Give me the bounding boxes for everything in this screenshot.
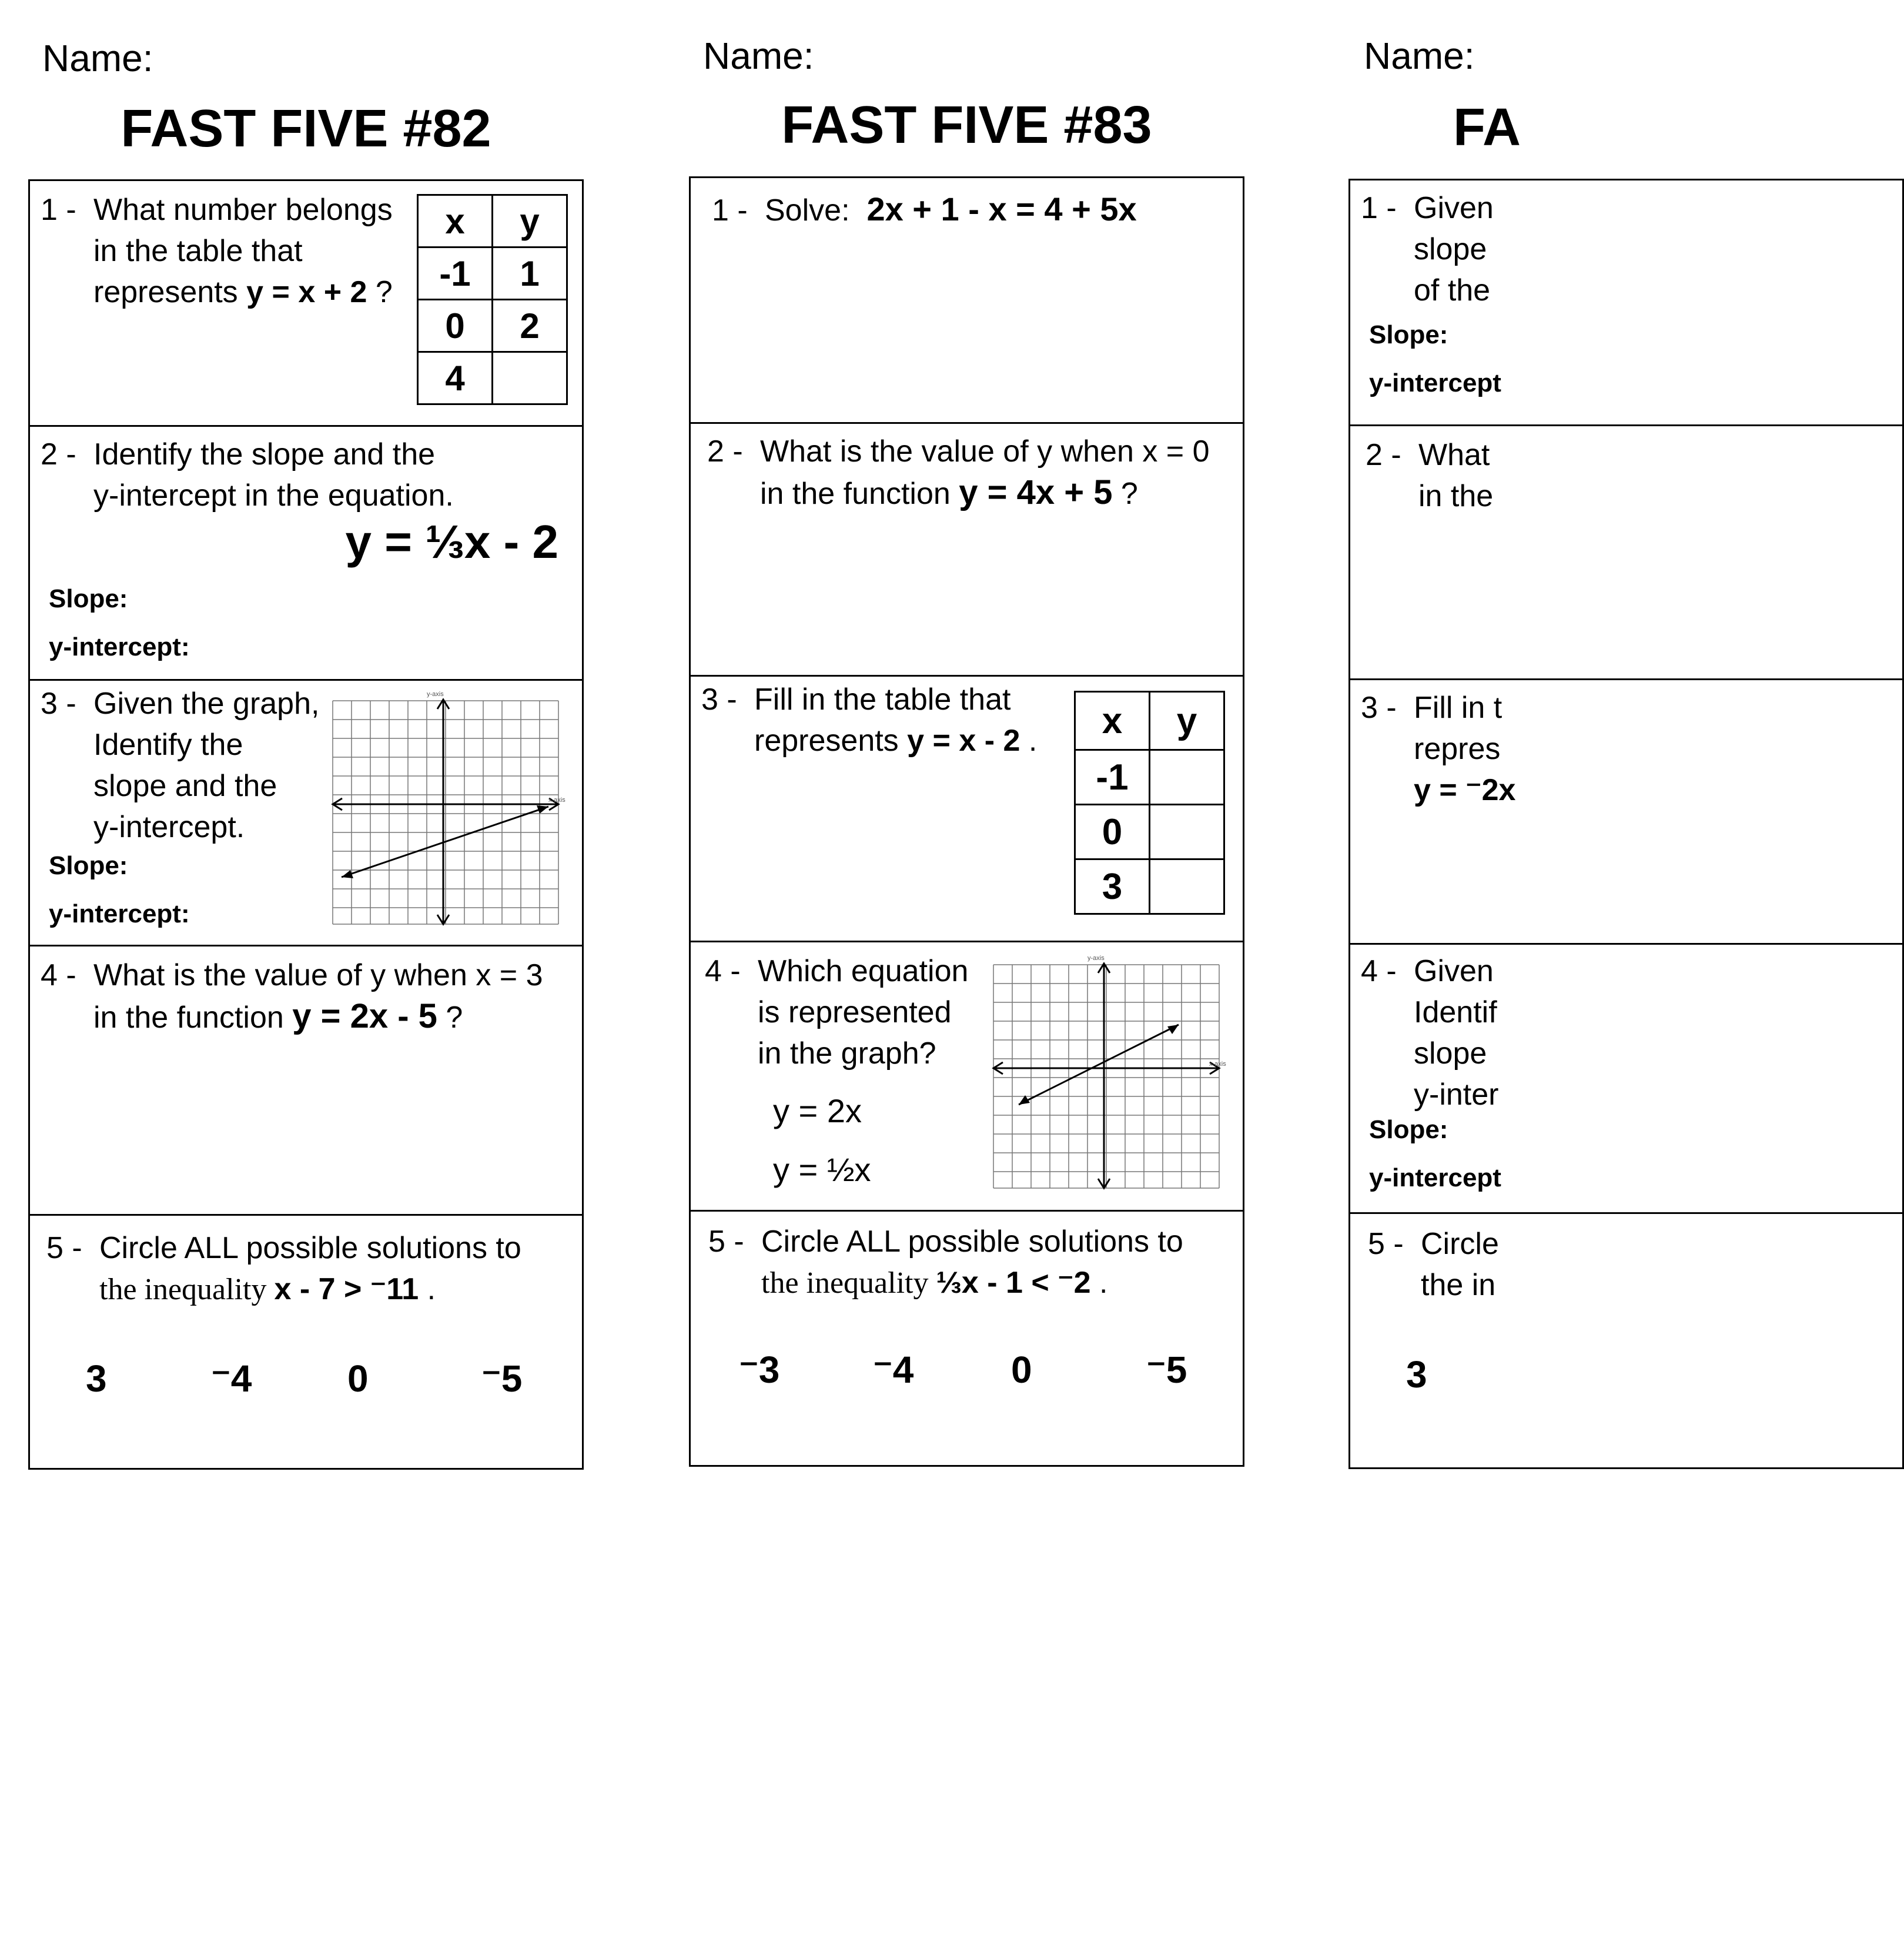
fast-five-84-partial bbox=[1348, 0, 1521, 1481]
slope-label: Slope: bbox=[1369, 320, 1448, 349]
question-4: 4 - What is the value of y when x = 3 in the function y = 2x - 5 ? bbox=[30, 946, 582, 1216]
y-intercept-label: y-intercept bbox=[1369, 1163, 1501, 1192]
equation: y = x + 2 bbox=[246, 275, 367, 309]
y-axis-label: y-axis bbox=[427, 691, 444, 698]
grid-lines bbox=[333, 701, 558, 924]
choice[interactable]: ⁻5 bbox=[481, 1357, 523, 1400]
slope-label: Slope: bbox=[49, 851, 128, 880]
inequality: x - 7 > ⁻11 bbox=[274, 1272, 419, 1306]
coordinate-graph bbox=[991, 953, 1237, 1200]
choice[interactable]: ⁻4 bbox=[211, 1357, 252, 1400]
slope-label: Slope: bbox=[49, 584, 128, 613]
question-5: 5 - Circle the in 3 bbox=[1368, 1227, 1499, 1396]
equation: y = ⅓x - 2 bbox=[345, 516, 558, 568]
choice[interactable]: 0 bbox=[347, 1357, 369, 1400]
coordinate-graph bbox=[330, 689, 577, 936]
question-1: 1 - Solve: 2x + 1 - x = 4 + 5x bbox=[691, 178, 1243, 424]
choice[interactable]: 0 bbox=[1011, 1349, 1032, 1391]
question-card bbox=[28, 179, 584, 1470]
choice[interactable]: 3 bbox=[1406, 1353, 1427, 1396]
question-5: 5 - Circle ALL possible solutions to the inequality x - 7 > ⁻11 . 3 ⁻4 0 ⁻5 bbox=[46, 1231, 523, 1400]
name-label: Name: bbox=[42, 37, 153, 79]
xy-table: x y -1 0 3 bbox=[1074, 691, 1225, 915]
question-2: 2 - What is the value of y when x = 0 in the function y = 4x + 5 ? bbox=[691, 424, 1243, 677]
equation: y = x - 2 bbox=[907, 724, 1020, 758]
y-intercept-label: y-intercept: bbox=[49, 633, 190, 661]
question-4: 4 - Which equation is represented in the graph? y = 2x y = ½x y-axis x-axis bbox=[691, 942, 1243, 1212]
equation: 2x + 1 - x = 4 + 5x bbox=[866, 190, 1137, 228]
worksheet-title: FA bbox=[1453, 98, 1521, 157]
choice[interactable]: 3 bbox=[86, 1357, 107, 1400]
name-label: Name: bbox=[703, 35, 814, 77]
y-intercept-label: y-intercept bbox=[1369, 369, 1501, 397]
question-3: 3 - Given the graph, Identify the slope and the y-intercept. Slope: y-intercept: y-axis x-axis bbox=[30, 681, 582, 946]
xy-table: x y -1 1 0 2 4 bbox=[417, 194, 568, 405]
line-arrowhead bbox=[537, 805, 548, 814]
worksheet-title: FAST FIVE #82 bbox=[121, 99, 491, 158]
option-2[interactable]: y = ½x bbox=[773, 1151, 871, 1188]
question-2: 2 - Identify the slope and the y-intercept in the equation. y = ⅓x - 2 Slope: y-intercept: bbox=[30, 427, 582, 681]
answer-cell[interactable] bbox=[1150, 805, 1224, 859]
slope-label: Slope: bbox=[1369, 1115, 1448, 1144]
question-card bbox=[1348, 179, 1904, 1469]
question-card bbox=[689, 176, 1244, 1467]
question-3: 3 - Fill in t repres y = ⁻2x bbox=[1350, 680, 1902, 945]
equation: y = 2x - 5 bbox=[292, 997, 437, 1035]
question-1: 1 - What number belongs in the table that represents y = x + 2 ? x y -1 1 0 2 4 bbox=[30, 181, 582, 427]
fast-five-83 bbox=[689, 0, 1244, 1481]
answer-cell[interactable] bbox=[1150, 750, 1224, 805]
question-4: 4 - Given Identif slope y-inter Slope: y-intercept bbox=[1350, 945, 1902, 1214]
x-axis-label: x-axis bbox=[548, 797, 565, 804]
worksheet-title: FAST FIVE #83 bbox=[781, 96, 1152, 155]
choice[interactable]: ⁻4 bbox=[873, 1349, 914, 1391]
equation: y = 4x + 5 bbox=[959, 473, 1113, 511]
question-5: 5 - Circle ALL possible solutions to the inequality ⅓x - 1 < ⁻2 . ⁻3 ⁻4 0 ⁻5 bbox=[708, 1225, 1187, 1391]
grid-lines bbox=[993, 965, 1219, 1188]
name-label: Name: bbox=[1364, 35, 1475, 77]
question-number: 1 - bbox=[41, 193, 76, 227]
choice[interactable]: ⁻3 bbox=[739, 1349, 780, 1391]
choice[interactable]: ⁻5 bbox=[1146, 1349, 1187, 1391]
x-axis-label: x-axis bbox=[1209, 1061, 1226, 1068]
question-1: 1 - Given slope of the Slope: y-intercept bbox=[1350, 180, 1902, 426]
y-intercept-label: y-intercept: bbox=[49, 899, 190, 928]
option-1[interactable]: y = 2x bbox=[773, 1092, 862, 1129]
question-3: 3 - Fill in the table that represents y = x - 2 . x y -1 0 3 bbox=[691, 677, 1243, 942]
fast-five-82 bbox=[28, 0, 584, 1481]
inequality: ⅓x - 1 < ⁻2 bbox=[936, 1266, 1091, 1300]
answer-cell[interactable] bbox=[493, 352, 567, 404]
question-2: 2 - What in the bbox=[1350, 426, 1902, 680]
equation: y = ⁻2x bbox=[1414, 773, 1516, 807]
y-axis-label: y-axis bbox=[1087, 955, 1105, 962]
answer-cell[interactable] bbox=[1150, 859, 1224, 914]
